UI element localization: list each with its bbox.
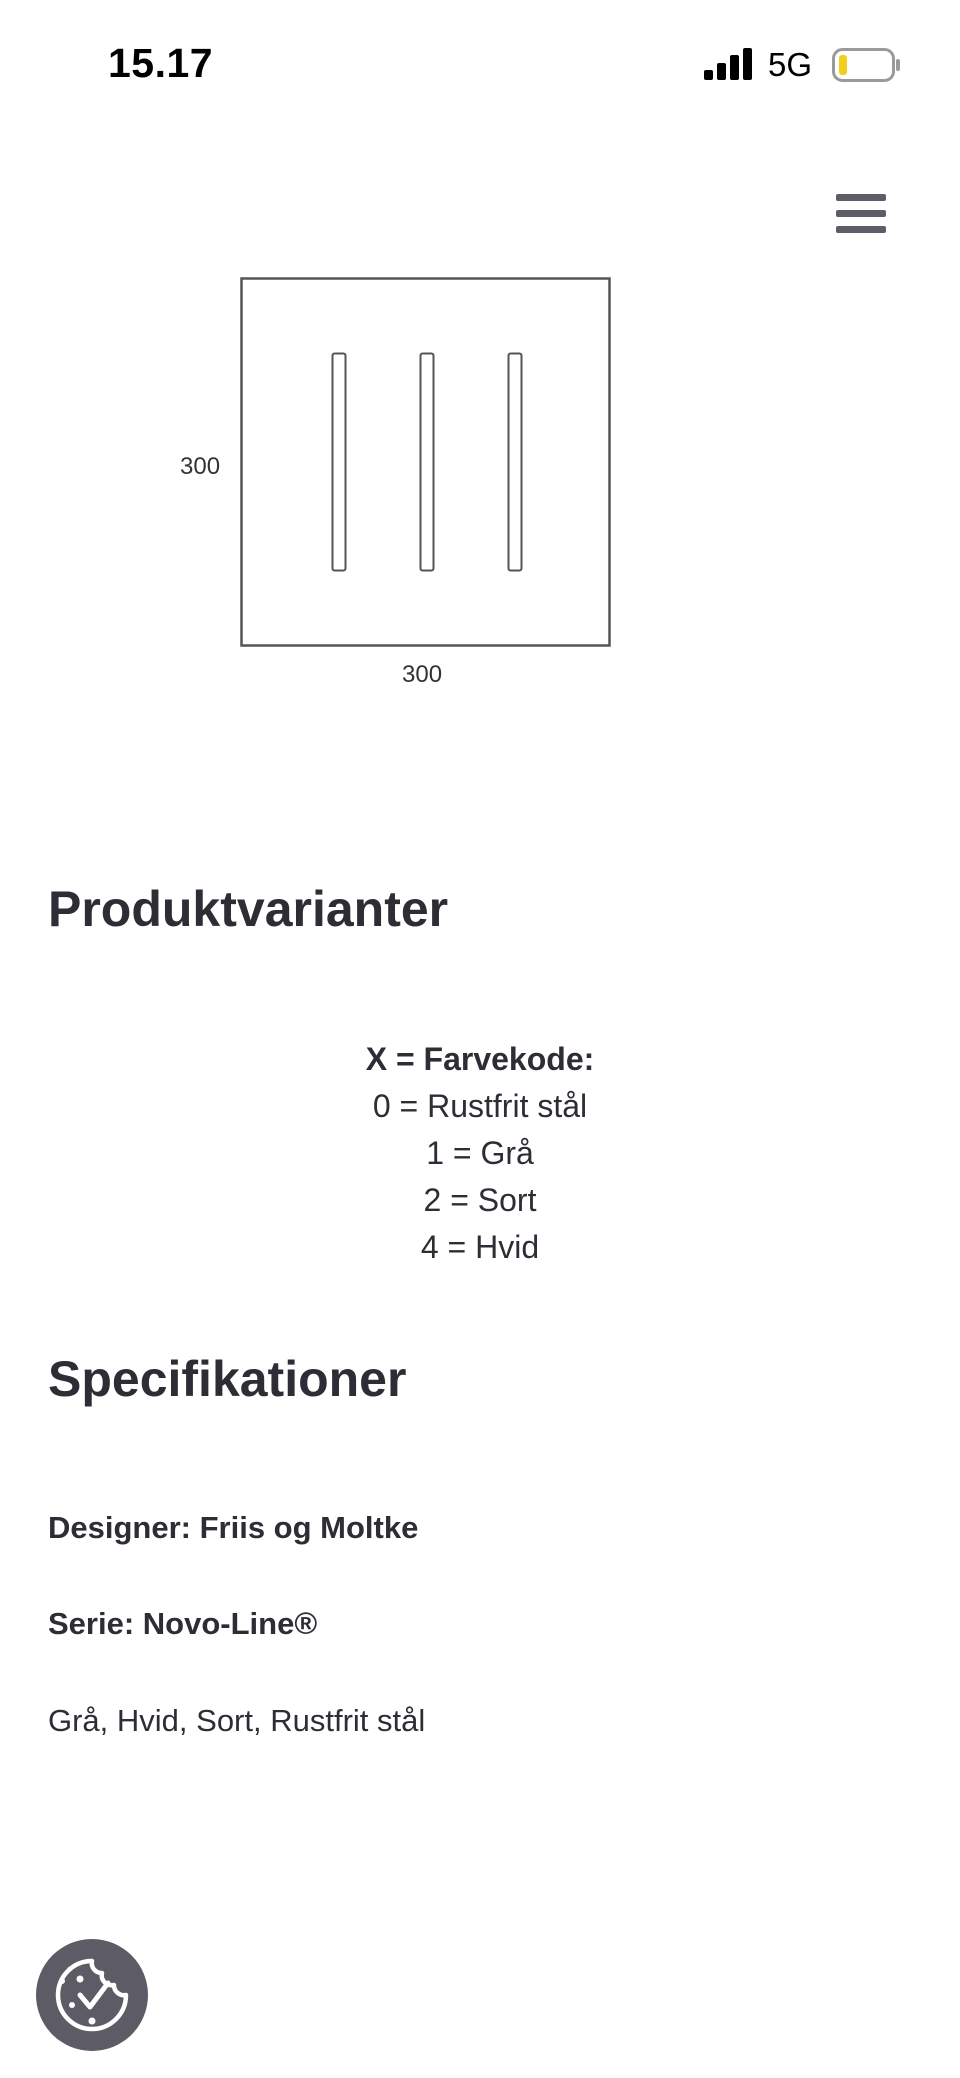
specifications-heading: Specifikationer [48, 1351, 407, 1407]
slot-right [509, 354, 522, 571]
variants-heading: Produktvarianter [48, 881, 449, 937]
spec-series: Serie: Novo-Line® [48, 1606, 318, 1641]
color-code-item: 1 = Grå [426, 1135, 534, 1171]
color-code-item: 2 = Sort [423, 1182, 537, 1218]
spec-designer: Designer: Friis og Moltke [48, 1510, 419, 1545]
plate-outline [242, 279, 610, 646]
color-code-heading: X = Farvekode: [365, 1041, 595, 1077]
battery-low-icon [832, 48, 902, 82]
cookie-consent-icon [36, 1939, 148, 2051]
color-code-item: 0 = Rustfrit stål [372, 1088, 588, 1124]
network-label: 5G [768, 46, 813, 83]
menu-button[interactable] [836, 190, 890, 240]
product-dimension-drawing [170, 266, 630, 706]
slot-left [333, 354, 346, 571]
color-code-list [0, 1036, 960, 1271]
height-dimension-label: 300 [180, 453, 221, 480]
spec-colors: Grå, Hvid, Sort, Rustfrit stål [48, 1703, 426, 1738]
cellular-signal-icon [704, 48, 754, 80]
width-dimension-label: 300 [402, 661, 443, 688]
slot-middle [421, 354, 434, 571]
cookie-settings-button[interactable] [36, 1939, 148, 2051]
status-time: 15.17 [108, 40, 214, 86]
color-code-item: 4 = Hvid [420, 1229, 540, 1265]
